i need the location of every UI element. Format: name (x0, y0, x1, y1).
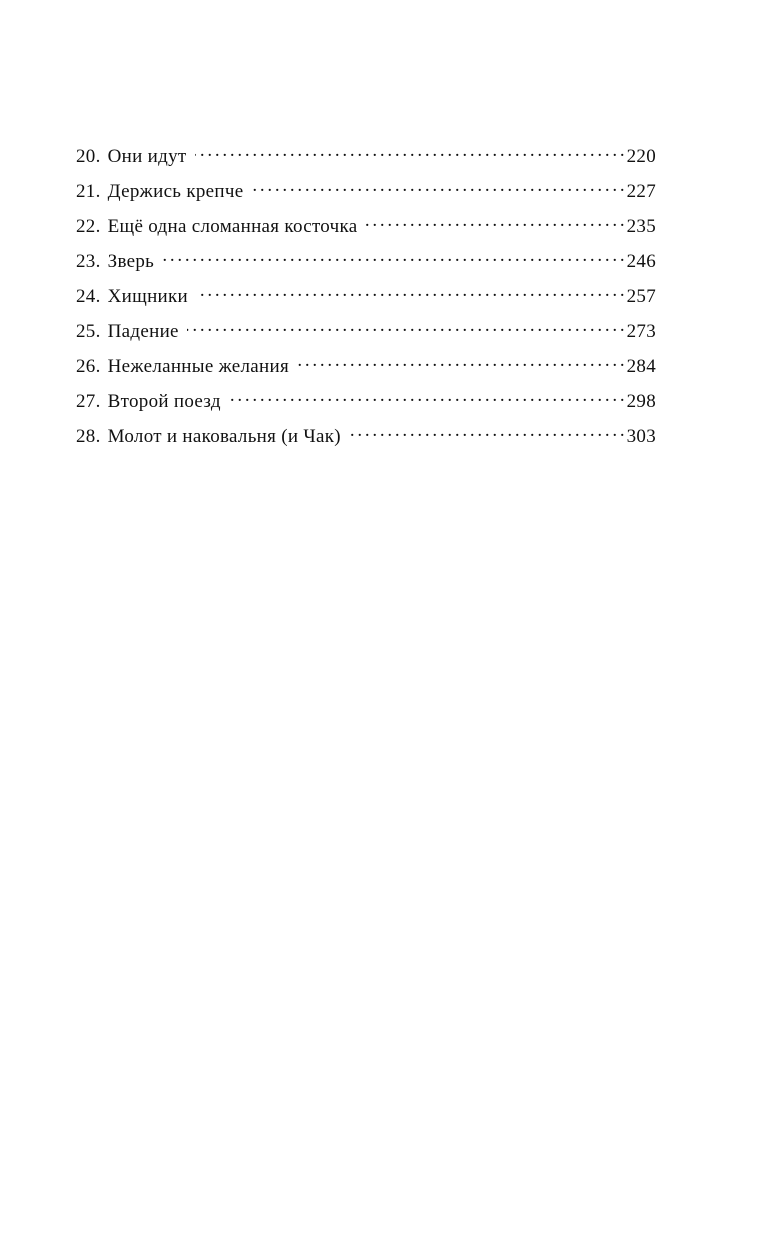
chapter-title: Они идут (107, 146, 187, 167)
dot-leader (196, 280, 625, 302)
page-number: 246 (626, 251, 656, 272)
page-number: 284 (626, 356, 656, 377)
page-number: 257 (626, 286, 656, 307)
toc-entry (76, 280, 656, 315)
toc-entry (76, 245, 656, 280)
toc-entry (76, 350, 656, 385)
chapter-number: 20. (76, 146, 101, 167)
page-number: 235 (626, 216, 656, 237)
chapter-title: Хищники (107, 286, 189, 307)
dot-leader (229, 385, 625, 407)
chapter-number: 27. (76, 391, 101, 412)
chapter-title: Молот и наковальня (и Чак) (107, 426, 341, 447)
page-number: 303 (626, 426, 656, 447)
chapter-title: Второй поезд (107, 391, 221, 412)
page-number: 227 (626, 181, 656, 202)
dot-leader (365, 210, 624, 232)
page-number: 298 (626, 391, 656, 412)
table-of-contents (76, 140, 656, 455)
page-number: 220 (626, 146, 656, 167)
toc-entry (76, 420, 656, 455)
page-number: 273 (626, 321, 656, 342)
dot-leader (195, 140, 625, 162)
toc-entry (76, 385, 656, 420)
toc-entry (76, 175, 656, 210)
chapter-number: 22. (76, 216, 101, 237)
dot-leader (297, 350, 625, 372)
dot-leader (251, 175, 624, 197)
chapter-number: 24. (76, 286, 101, 307)
chapter-number: 21. (76, 181, 101, 202)
toc-entry (76, 140, 656, 175)
dot-leader (187, 315, 625, 337)
chapter-number: 25. (76, 321, 101, 342)
chapter-number: 28. (76, 426, 101, 447)
chapter-number: 23. (76, 251, 101, 272)
chapter-number: 26. (76, 356, 101, 377)
toc-entry (76, 315, 656, 350)
chapter-title: Нежеланные желания (107, 356, 290, 377)
chapter-title: Зверь (107, 251, 155, 272)
chapter-title: Ещё одна сломанная косточка (107, 216, 358, 237)
dot-leader (162, 245, 624, 267)
toc-entry (76, 210, 656, 245)
dot-leader (349, 420, 625, 442)
chapter-title: Падение (107, 321, 179, 342)
chapter-title: Держись крепче (107, 181, 244, 202)
